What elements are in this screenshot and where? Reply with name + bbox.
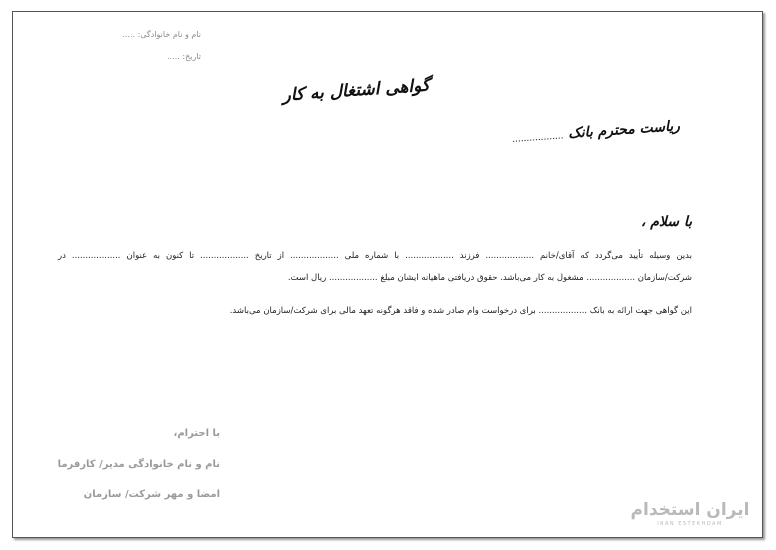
sign-respect: با احترام،	[173, 428, 220, 439]
recipient-blank: ..................	[511, 131, 564, 145]
document-title: گواهی اشتغال به کار	[281, 75, 431, 106]
recipient-label: ریاست محترم بانک	[567, 118, 681, 142]
body-line-3: این گواهی جهت ارائه به بانک .................. برای درخواست وام صادر شده و فاقد هرگونه تعهد مالی برای شرکت/سازمان می‌باشد.	[229, 306, 692, 316]
iran-estekhdam-logo-icon	[625, 497, 755, 527]
date-field: تاریخ: .....	[167, 52, 201, 61]
name-field: نام و نام خانوادگی: .....	[122, 30, 201, 39]
logo-brand-text: ایران استخدام	[630, 500, 750, 520]
body-line-2: شرکت/سازمان .................. مشغول به کار می‌باشد. حقوق دریافتی ماهیانه ایشان مبلغ .................. ریال است.	[287, 273, 692, 283]
greeting: با سلام ،	[640, 214, 692, 230]
body-line-1: بدین وسیله تأیید می‌گردد که آقای/خانم .................. فرزند .................. با شماره ملی .................. از تاریخ .................. تا کنون به عنوان .................. در	[58, 251, 692, 261]
sign-manager: نام و نام خانوادگی مدیر/ کارفرما	[57, 459, 220, 470]
logo-latin-text: IRAN ESTEKHDAM	[657, 521, 723, 527]
sign-stamp: امضا و مهر شرکت/ سازمان	[83, 489, 220, 500]
